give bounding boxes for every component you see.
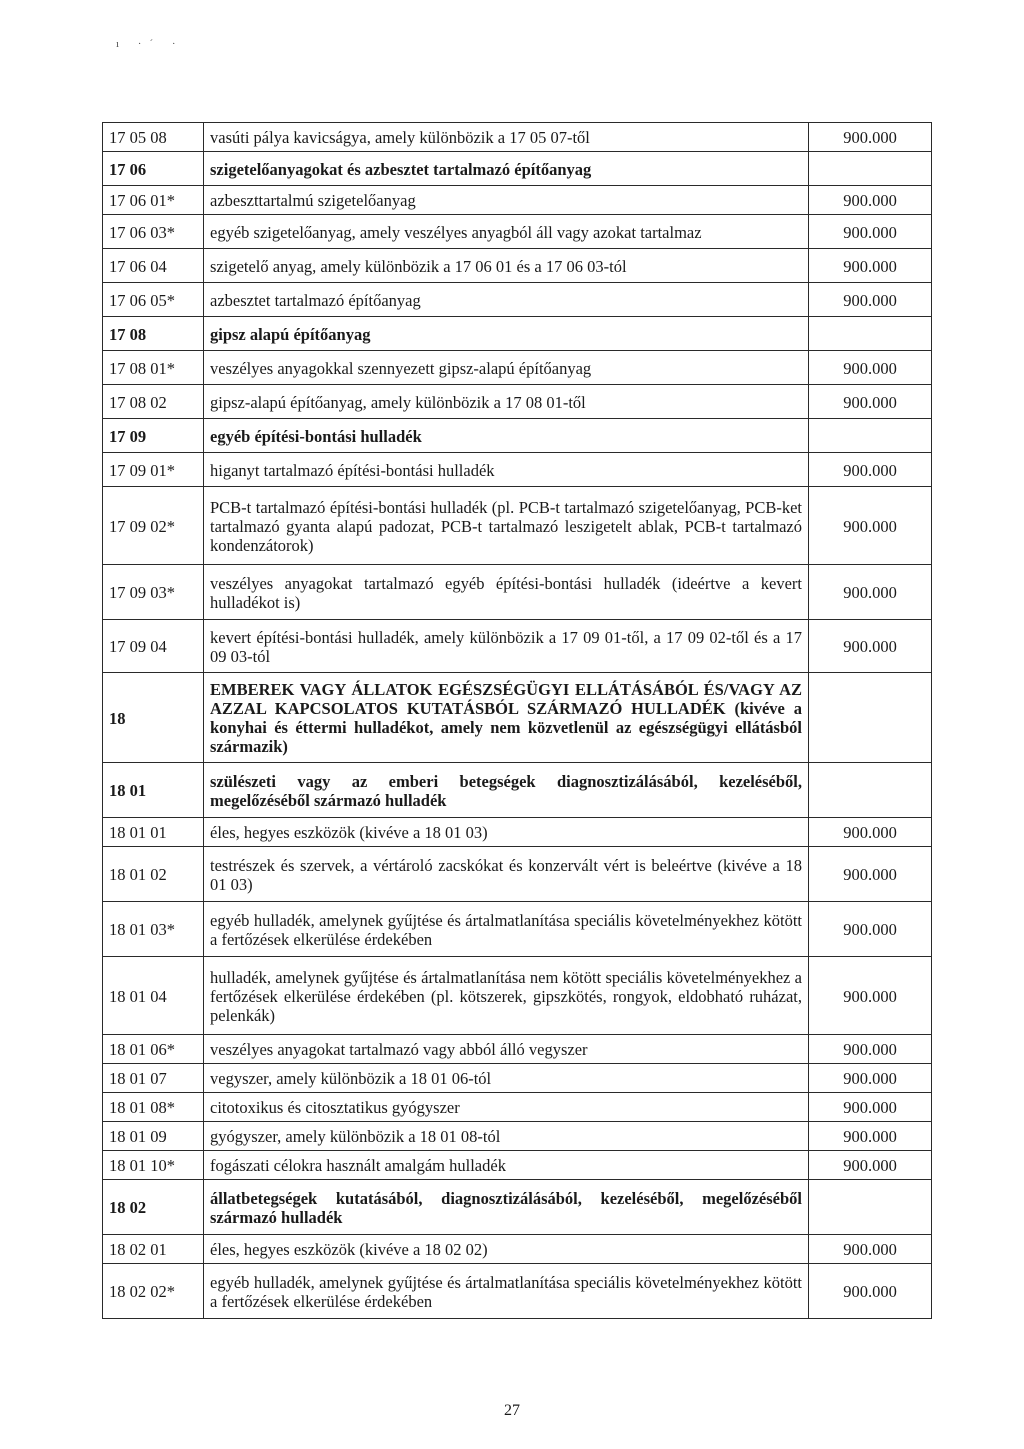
- waste-description: állatbetegségek kutatásából, diagnosztizálásából, kezeléséből, megelőzéséből származó hulladék: [204, 1180, 809, 1235]
- waste-description: hulladék, amelynek gyűjtése és ártalmatlanítása nem kötött speciális követelményekhez a fertőzések elkerülése érdekében (pl. kötszerek, gipszkötés, rongyok, eldobható ruházat, pelenkák): [204, 957, 809, 1035]
- table-row-group-header: [103, 763, 932, 818]
- table-row: [103, 1264, 932, 1319]
- table-row: [103, 847, 932, 902]
- waste-code: 17 06 03*: [103, 215, 204, 249]
- waste-code: 18 01 03*: [103, 902, 204, 957]
- waste-description: EMBEREK VAGY ÁLLATOK EGÉSZSÉGÜGYI ELLÁTÁSÁBÓL ÉS/VAGY AZ AZZAL KAPCSOLATOS KUTATÁSBÓL SZÁRMAZÓ HULLADÉK (kivéve a konyhai és éttermi hulladékot, amely nem közvetlenül az egészségügyi ellátásból származik): [204, 673, 809, 763]
- scan-marks: ı ·ˊ ·: [116, 38, 184, 50]
- table-row: [103, 453, 932, 487]
- waste-description: éles, hegyes eszközök (kivéve a 18 01 03): [204, 818, 809, 847]
- waste-description: PCB-t tartalmazó építési-bontási hulladék (pl. PCB-t tartalmazó szigetelőanyag, PCB-ket tartalmazó gyanta alapú padozat, PCB-t tartalmazó leszigetelt ablak, PCB-t tartalmazó kondenzátorok): [204, 487, 809, 565]
- waste-description: citotoxikus és citosztatikus gyógyszer: [204, 1093, 809, 1122]
- waste-description: egyéb szigetelőanyag, amely veszélyes anyagból áll vagy azokat tartalmaz: [204, 215, 809, 249]
- waste-code: 18 01 02: [103, 847, 204, 902]
- waste-code: 17 09 03*: [103, 565, 204, 620]
- waste-code: 18 01 01: [103, 818, 204, 847]
- fee-amount: 900.000: [809, 1235, 932, 1264]
- table-row: [103, 186, 932, 215]
- waste-description: azbeszttartalmú szigetelőanyag: [204, 186, 809, 215]
- waste-description: veszélyes anyagokkal szennyezett gipsz-alapú építőanyag: [204, 351, 809, 385]
- fee-amount: 900.000: [809, 565, 932, 620]
- table-row-group-header: [103, 673, 932, 763]
- waste-code: 17 09 04: [103, 620, 204, 673]
- waste-description: gipsz-alapú építőanyag, amely különbözik a 17 08 01-től: [204, 385, 809, 419]
- waste-code: 18 01: [103, 763, 204, 818]
- fee-amount: 900.000: [809, 283, 932, 317]
- waste-description: szülészeti vagy az emberi betegségek diagnosztizálásából, kezeléséből, megelőzéséből származó hulladék: [204, 763, 809, 818]
- waste-code: 18: [103, 673, 204, 763]
- fee-amount: 900.000: [809, 1264, 932, 1319]
- waste-description: vasúti pálya kavicságya, amely különbözik a 17 05 07-től: [204, 123, 809, 152]
- fee-amount: 900.000: [809, 186, 932, 215]
- fee-amount: 900.000: [809, 249, 932, 283]
- waste-description: fogászati célokra használt amalgám hulladék: [204, 1151, 809, 1180]
- waste-description: gipsz alapú építőanyag: [204, 317, 809, 351]
- waste-code: 17 08 02: [103, 385, 204, 419]
- table-row: [103, 249, 932, 283]
- fee-amount: [809, 152, 932, 186]
- fee-amount: 900.000: [809, 1035, 932, 1064]
- table-row: [103, 1122, 932, 1151]
- table-row: [103, 487, 932, 565]
- table-row: [103, 565, 932, 620]
- waste-description: szigetelőanyagokat és azbesztet tartalmazó építőanyag: [204, 152, 809, 186]
- table-row-group-header: [103, 1180, 932, 1235]
- waste-code: 17 09 01*: [103, 453, 204, 487]
- waste-code: 17 06 05*: [103, 283, 204, 317]
- waste-code: 17 08 01*: [103, 351, 204, 385]
- waste-description: egyéb hulladék, amelynek gyűjtése és ártalmatlanítása speciális követelményekhez kötött a fertőzések elkerülése érdekében: [204, 902, 809, 957]
- page-number: 27: [504, 1402, 520, 1419]
- fee-amount: 900.000: [809, 847, 932, 902]
- fee-amount: 900.000: [809, 818, 932, 847]
- waste-description: veszélyes anyagokat tartalmazó egyéb építési-bontási hulladék (ideértve a kevert hulladékot is): [204, 565, 809, 620]
- table-row: [103, 1093, 932, 1122]
- waste-code: 17 06 01*: [103, 186, 204, 215]
- fee-amount: 900.000: [809, 957, 932, 1035]
- table-row: [103, 215, 932, 249]
- waste-code: 18 01 08*: [103, 1093, 204, 1122]
- waste-code: 18 01 04: [103, 957, 204, 1035]
- waste-description: higanyt tartalmazó építési-bontási hulladék: [204, 453, 809, 487]
- fee-amount: 900.000: [809, 902, 932, 957]
- waste-code: 17 05 08: [103, 123, 204, 152]
- waste-code: 17 09: [103, 419, 204, 453]
- table-row: [103, 1035, 932, 1064]
- fee-amount: 900.000: [809, 1064, 932, 1093]
- fee-amount: 900.000: [809, 385, 932, 419]
- fee-amount: [809, 419, 932, 453]
- table-row-group-header: [103, 152, 932, 186]
- table-row: [103, 385, 932, 419]
- waste-code: 18 01 07: [103, 1064, 204, 1093]
- table-row: [103, 620, 932, 673]
- waste-description: veszélyes anyagokat tartalmazó vagy abból álló vegyszer: [204, 1035, 809, 1064]
- waste-code: 17 06 04: [103, 249, 204, 283]
- fee-amount: 900.000: [809, 1093, 932, 1122]
- table-row: [103, 1064, 932, 1093]
- waste-description: éles, hegyes eszközök (kivéve a 18 02 02): [204, 1235, 809, 1264]
- waste-description: kevert építési-bontási hulladék, amely különbözik a 17 09 01-től, a 17 09 02-től és a 17 09 03-tól: [204, 620, 809, 673]
- fee-amount: 900.000: [809, 1151, 932, 1180]
- fee-amount: 900.000: [809, 351, 932, 385]
- waste-description: egyéb építési-bontási hulladék: [204, 419, 809, 453]
- waste-description: szigetelő anyag, amely különbözik a 17 06 01 és a 17 06 03-tól: [204, 249, 809, 283]
- waste-code-table: [102, 122, 932, 1319]
- waste-code: 17 06: [103, 152, 204, 186]
- waste-code: 18 01 09: [103, 1122, 204, 1151]
- table-row: [103, 957, 932, 1035]
- table-row: [103, 283, 932, 317]
- table-row-group-header: [103, 419, 932, 453]
- waste-code: 17 08: [103, 317, 204, 351]
- table-row: [103, 818, 932, 847]
- waste-code: 18 01 06*: [103, 1035, 204, 1064]
- waste-description: egyéb hulladék, amelynek gyűjtése és ártalmatlanítása speciális követelményekhez kötött a fertőzések elkerülése érdekében: [204, 1264, 809, 1319]
- fee-amount: 900.000: [809, 1122, 932, 1151]
- fee-amount: 900.000: [809, 453, 932, 487]
- waste-description: testrészek és szervek, a vértároló zacskókat és konzervált vért is beleértve (kivéve a 18 01 03): [204, 847, 809, 902]
- waste-code: 18 02 02*: [103, 1264, 204, 1319]
- table-row: [103, 902, 932, 957]
- waste-description: azbesztet tartalmazó építőanyag: [204, 283, 809, 317]
- table-row: [103, 123, 932, 152]
- fee-amount: 900.000: [809, 487, 932, 565]
- waste-code: 17 09 02*: [103, 487, 204, 565]
- waste-code: 18 01 10*: [103, 1151, 204, 1180]
- fee-amount: 900.000: [809, 620, 932, 673]
- fee-amount: 900.000: [809, 123, 932, 152]
- waste-code: 18 02 01: [103, 1235, 204, 1264]
- waste-description: gyógyszer, amely különbözik a 18 01 08-tól: [204, 1122, 809, 1151]
- fee-amount: 900.000: [809, 215, 932, 249]
- table-row: [103, 1151, 932, 1180]
- table-row: [103, 1235, 932, 1264]
- waste-code: 18 02: [103, 1180, 204, 1235]
- table-row: [103, 351, 932, 385]
- fee-amount: [809, 317, 932, 351]
- waste-description: vegyszer, amely különbözik a 18 01 06-tól: [204, 1064, 809, 1093]
- fee-amount: [809, 1180, 932, 1235]
- fee-amount: [809, 673, 932, 763]
- table-row-group-header: [103, 317, 932, 351]
- fee-amount: [809, 763, 932, 818]
